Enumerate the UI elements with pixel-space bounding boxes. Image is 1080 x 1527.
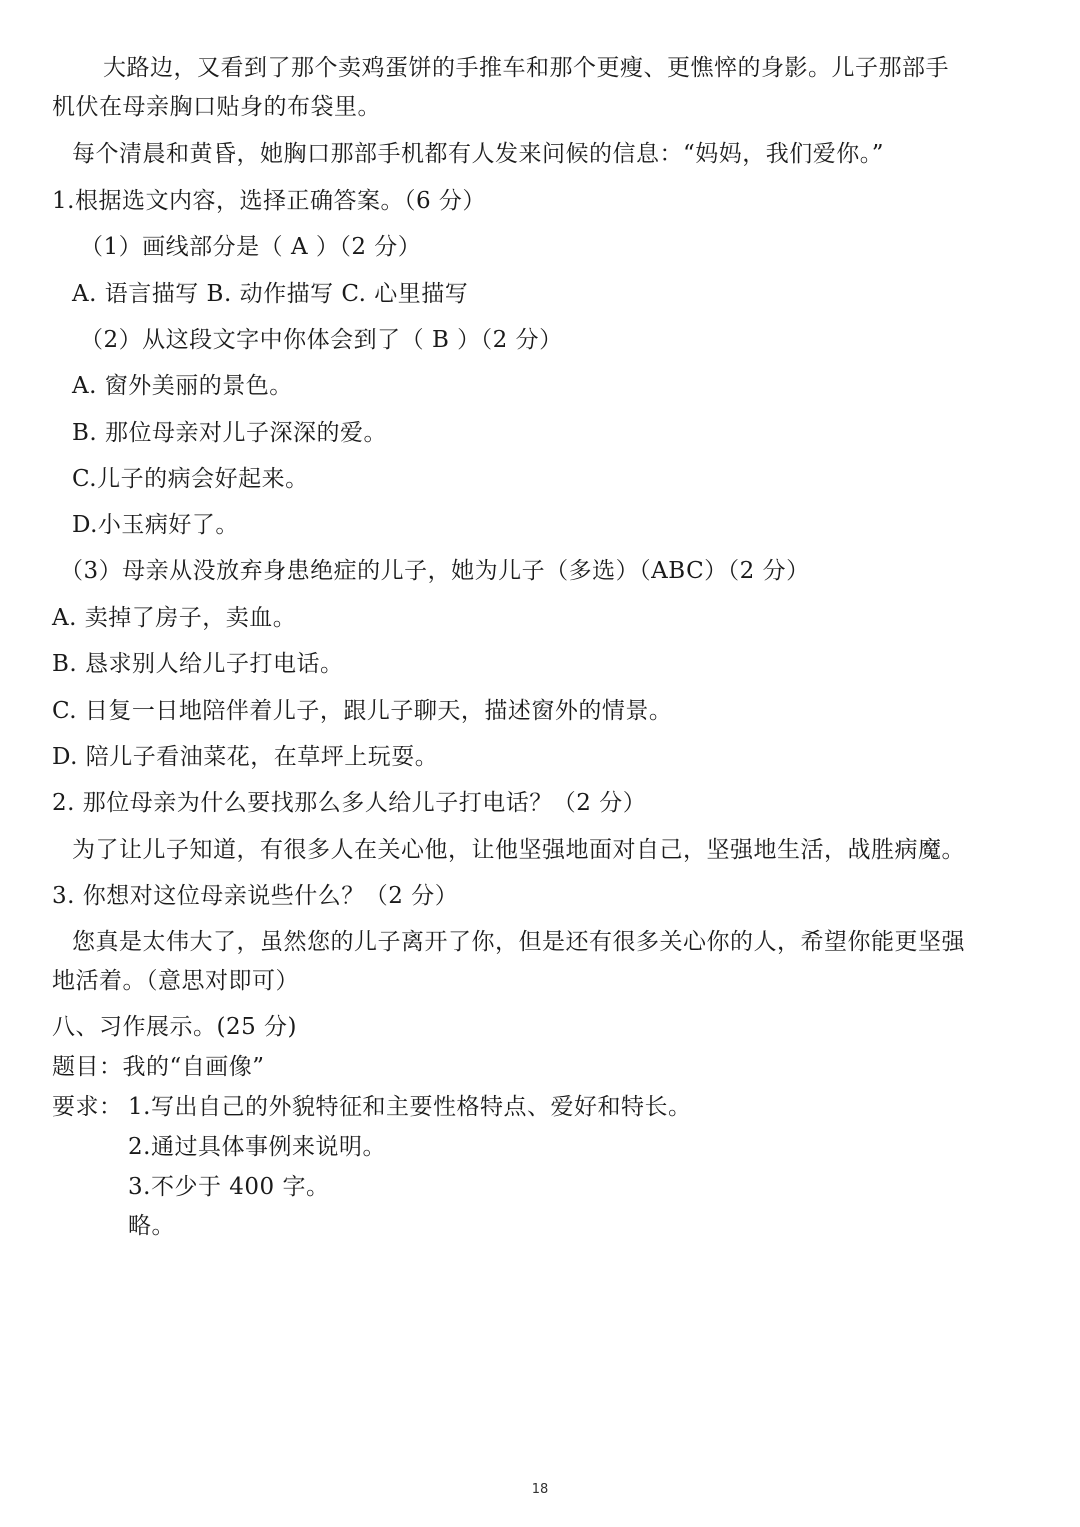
- question-1-2-option-d: D.小玉病好了。: [72, 512, 239, 538]
- section-8-requirement-1: 1.写出自己的外貌特征和主要性格特点、爱好和特长。: [128, 1094, 692, 1120]
- question-3-answer-line-2: 地活着。（意思对即可）: [52, 968, 299, 994]
- question-1-2-option-c: C.儿子的病会好起来。: [72, 466, 309, 492]
- question-1-1: （1）画线部分是（ A ）（2 分）: [80, 234, 422, 260]
- question-2: 2. 那位母亲为什么要找那么多人给儿子打电话？（2 分）: [52, 790, 647, 816]
- section-8-omitted: 略。: [128, 1213, 175, 1239]
- section-8-topic: 题目：我的“自画像”: [52, 1054, 265, 1080]
- question-1-title: 1.根据选文内容，选择正确答案。（6 分）: [52, 188, 486, 214]
- section-8-requirements-label: 要求：: [52, 1094, 123, 1120]
- question-3-answer-line-1: 您真是太伟大了，虽然您的儿子离开了你，但是还有很多关心你的人，希望你能更坚强: [72, 929, 965, 955]
- section-8-heading: 八、习作展示。(25 分): [52, 1014, 298, 1040]
- question-1-3-option-d: D. 陪儿子看油菜花，在草坪上玩耍。: [52, 744, 439, 770]
- passage-line-2: 机伏在母亲胸口贴身的布袋里。: [52, 94, 381, 120]
- question-1-3: （3）母亲从没放弃身患绝症的儿子，她为儿子（多选）（ABC）（2 分）: [60, 558, 810, 584]
- passage-line-1: 大路边，又看到了那个卖鸡蛋饼的手推车和那个更瘦、更憔悴的身影。儿子那部手: [103, 55, 949, 81]
- question-1-2-option-a: A. 窗外美丽的景色。: [72, 373, 293, 399]
- question-1-3-option-b: B. 恳求别人给儿子打电话。: [52, 651, 344, 677]
- passage-line-3: 每个清晨和黄昏，她胸口那部手机都有人发来问候的信息：“妈妈，我们爱你。”: [72, 141, 885, 167]
- question-1-2-option-b: B. 那位母亲对儿子深深的爱。: [72, 420, 388, 446]
- question-1-1-options: A. 语言描写 B. 动作描写 C. 心里描写: [72, 281, 469, 307]
- question-3: 3. 你想对这位母亲说些什么？（2 分）: [52, 883, 459, 909]
- section-8-requirement-2: 2.通过具体事例来说明。: [128, 1134, 386, 1160]
- question-1-3-option-c: C. 日复一日地陪伴着儿子，跟儿子聊天，描述窗外的情景。: [52, 698, 673, 724]
- question-1-3-option-a: A. 卖掉了房子，卖血。: [52, 605, 297, 631]
- question-1-2: （2）从这段文字中你体会到了（ B ）（2 分）: [80, 327, 563, 353]
- question-2-answer: 为了让儿子知道，有很多人在关心他，让他坚强地面对自己，坚强地生活，战胜病魔。: [72, 837, 965, 863]
- page-number: 18: [531, 1482, 549, 1497]
- section-8-requirement-3: 3.不少于 400 字。: [128, 1174, 330, 1200]
